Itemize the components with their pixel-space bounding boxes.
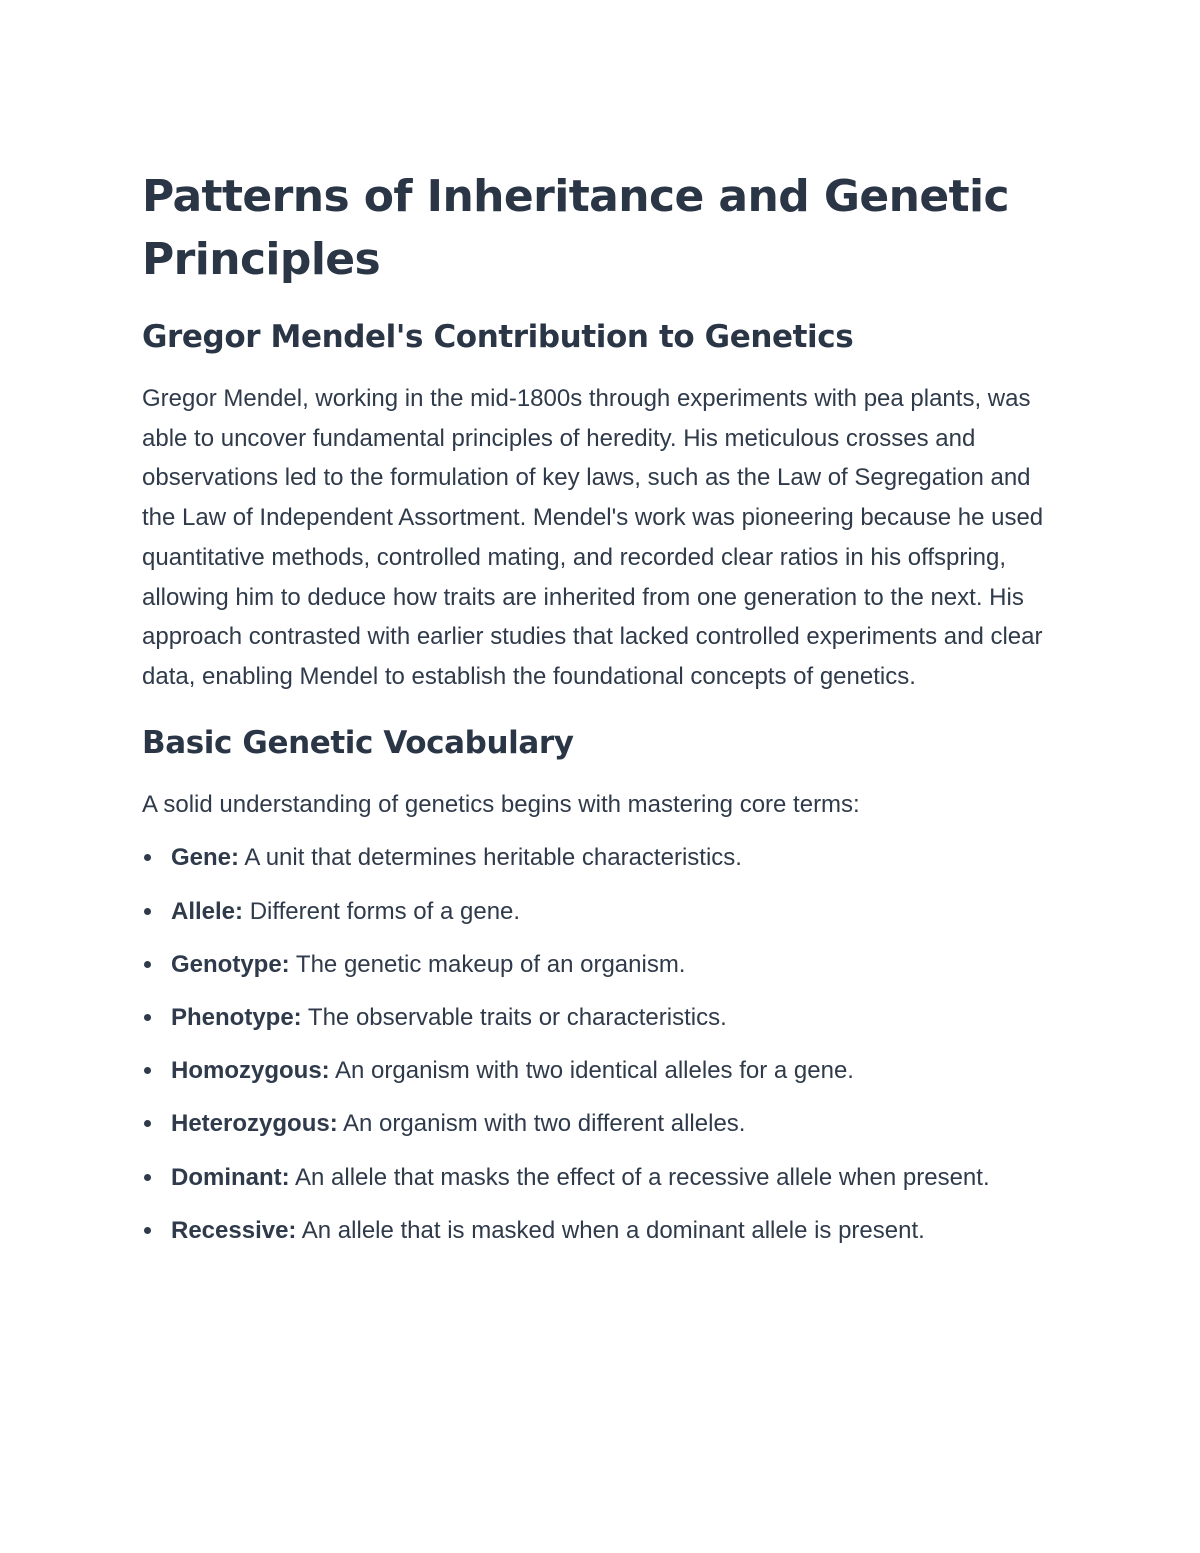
term-definition: A unit that determines heritable characteristics. [244,844,742,872]
term-definition: An allele that masks the effect of a recessive allele when present. [295,1163,990,1191]
term-definition: An allele that is masked when a dominant allele is present. [301,1216,925,1244]
term-definition: Different forms of a gene. [249,897,521,925]
term-definition: The observable traits or characteristics. [307,1003,727,1031]
section-paragraph: Gregor Mendel, working in the mid-1800s through experiments with pea plants, was able to uncover fundamental principles of heredity. His meticulous crosses and observations led to the formulation of key laws, such as the Law of Segregation and the Law of Independent Assortment. Mendel's work was pioneering because he used quantitative methods, controlled mating, and recorded clear ratios in his offspring, allowing him to deduce how traits are inherited from one generation to the next. His approach contrasted with earlier studies that lacked controlled experiments and clear data, enabling Mendel to establish the foundational concepts of genetics. [142,385,1044,690]
vocabulary-list [142,838,1052,1250]
document-page [142,165,1052,1264]
list-item [142,892,1052,932]
list-item [142,1051,1052,1091]
term-definition: The genetic makeup of an organism. [295,950,686,978]
bullet-icon [144,1014,151,1021]
list-item [142,998,1052,1038]
bullet-icon [144,854,151,861]
term-definition: An organism with two different alleles. [343,1110,746,1138]
term-label: Recessive: [171,1216,297,1244]
term-label: Phenotype: [171,1003,302,1031]
list-item [142,1211,1052,1251]
bullet-icon [144,1227,151,1234]
term-label: Genotype: [171,950,290,978]
term-label: Gene: [171,844,240,872]
list-item [142,1104,1052,1144]
term-label: Allele: [171,897,244,925]
list-item [142,838,1052,878]
bullet-icon [144,1174,151,1181]
section-mendel-contribution [142,317,1052,697]
term-label: Homozygous: [171,1057,330,1085]
term-definition: An organism with two identical alleles for a gene. [335,1057,854,1085]
term-label: Heterozygous: [171,1110,338,1138]
bullet-icon [144,908,151,915]
section-genetic-vocabulary [142,723,1052,1251]
bullet-icon [144,1120,151,1127]
section-heading: Gregor Mendel's Contribution to Genetics [142,319,854,355]
section-heading: Basic Genetic Vocabulary [142,724,574,761]
document-title: Patterns of Inheritance and Genetic Principles [142,171,1009,285]
bullet-icon [144,961,151,968]
bullet-icon [144,1067,151,1074]
section-intro: A solid understanding of genetics begins with mastering core terms: [142,790,860,818]
term-label: Dominant: [171,1163,290,1191]
list-item [142,1158,1052,1198]
list-item [142,945,1052,985]
